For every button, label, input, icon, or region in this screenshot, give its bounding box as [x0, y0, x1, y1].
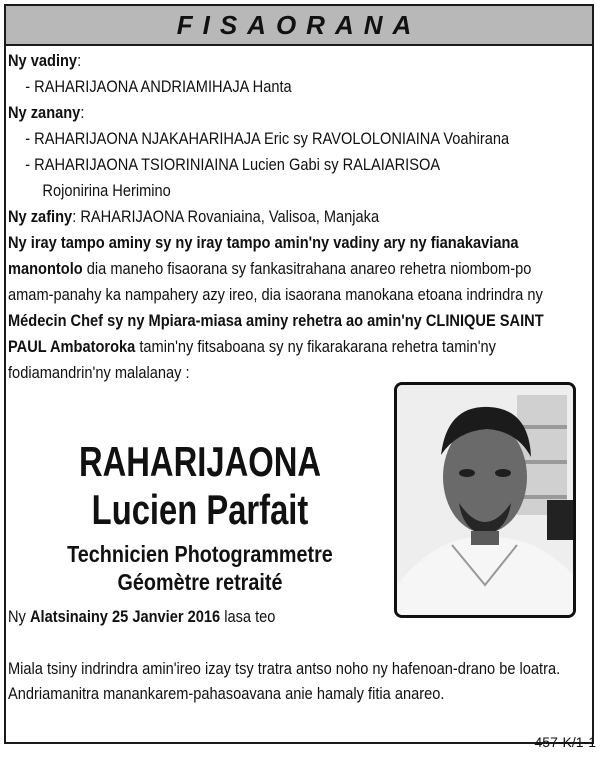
closing-line-1: Miala tsiny indrindra amin'ireo izay tsy tratra antso noho ny hafenoan-drano be loatra.	[8, 659, 561, 678]
grandchildren-text: RAHARIJAONA Rovaniaina, Valisoa, Manjaka	[80, 207, 380, 226]
deceased-block	[0, 438, 400, 596]
message-part2: tamin'ny fitsaboana sy ny fikarakarana rehetra tamin'ny fodiamandrin'ny malalanay :	[8, 337, 496, 382]
notice-body	[8, 48, 580, 386]
death-date: Alatsinainy 25 Janvier 2016	[29, 607, 221, 626]
death-prefix: Ny	[8, 607, 26, 626]
parents-item: - RAHARIJAONA ANDRIAMIHAJA Hanta	[25, 77, 292, 96]
header-title: FISAORANA	[176, 9, 422, 40]
portrait-image	[397, 385, 573, 615]
closing-text	[8, 656, 580, 706]
grandchildren-label: Ny zafiny	[8, 207, 73, 226]
message-intro: Ny iray tampo aminy sy ny iray tampo amin'ny vadiny ary ny fianakaviana manontolo	[8, 233, 519, 278]
parents-label: Ny vadiny	[8, 51, 78, 70]
portrait-photo	[394, 382, 576, 618]
parents-section: Ny vadiny:	[8, 51, 82, 70]
deceased-surname: RAHARIJAONA	[78, 438, 322, 485]
deceased-title-1: Technicien Photogrammetre	[67, 541, 333, 567]
closing-line-2: Andriamanitra manankarem-pahasoavana anie hamaly fitia anareo.	[8, 684, 445, 703]
deceased-title-2: Géomètre retraité	[117, 569, 283, 595]
children-item: - RAHARIJAONA NJAKAHARIHAJA Eric sy RAVOLOLONIAINA Voahirana	[25, 129, 510, 148]
grandchildren-section: Ny zafiny: RAHARIJAONA Rovaniaina, Valisoa, Manjaka	[8, 207, 380, 226]
deceased-given-names: Lucien Parfait	[91, 486, 309, 533]
death-date-line	[8, 604, 580, 629]
death-suffix: lasa teo	[224, 607, 276, 626]
message-part1: dia maneho fisaorana sy fankasitrahana anareo rehetra niombom-po amam-panahy ka nampahery azy ireo, dia isaorana manokana etoana indrindra ny	[8, 259, 543, 304]
children-item-continued: Rojonirina Herimino	[42, 181, 171, 200]
children-item: - RAHARIJAONA TSIORINIAINA Lucien Gabi sy RALAIARISOA	[25, 155, 441, 174]
reference-code: 457-K/1-1	[534, 734, 596, 750]
message-doctors: Médecin Chef sy ny Mpiara-miasa aminy rehetra ao amin'ny CLINIQUE SAINT PAUL Ambatoroka	[8, 311, 544, 356]
header-banner	[6, 6, 592, 46]
children-label: Ny zanany	[8, 103, 81, 122]
children-section: Ny zanany:	[8, 103, 85, 122]
message-paragraph	[8, 230, 580, 386]
